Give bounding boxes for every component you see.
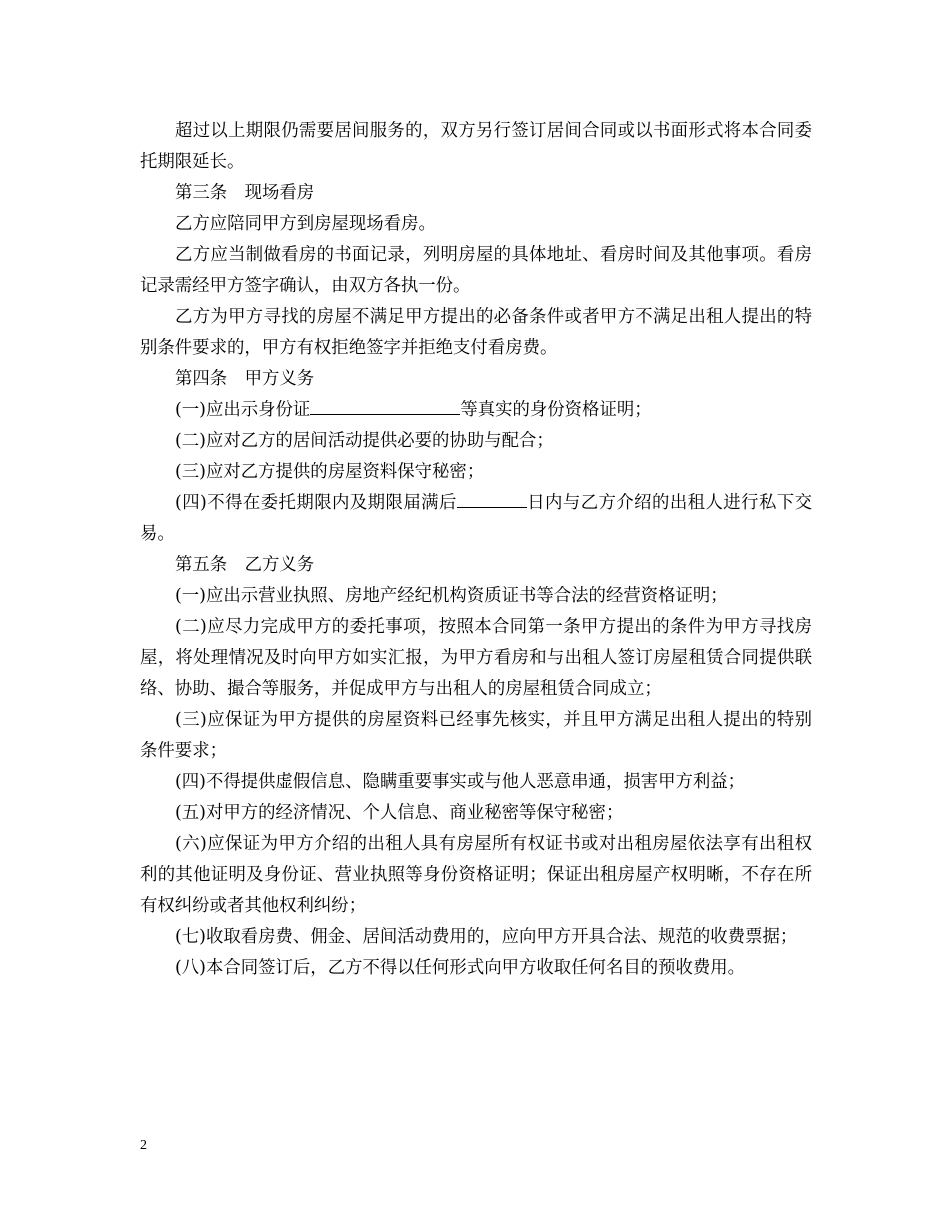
clause: (一)应出示营业执照、房地产经纪机构资质证书等合法的经营资格证明； xyxy=(175,586,728,606)
section-heading-5: 第五条 乙方义务 xyxy=(175,555,315,575)
paragraph-extension: 超过以上期限仍需要居间服务的，双方另行签订居间合同或以书面形式将本合同委托期限延长。 xyxy=(140,121,812,172)
fill-in-blank xyxy=(457,489,527,508)
fill-in-blank xyxy=(310,396,460,415)
clause: (七)收取看房费、佣金、居间活动费用的，应向甲方开具合法、规范的收费票据； xyxy=(175,927,798,947)
clause-text: 等真实的身份资格证明； xyxy=(460,400,652,420)
clause: (二)应尽力完成甲方的委托事项，按照本合同第一条甲方提出的条件为甲方寻找房屋，将处理情况及时向甲方如实汇报，为甲方看房和与出租人签订房屋租赁合同提供联络、协助、撮合等服务，并促成甲方与出租人的房屋租赁合同成立； xyxy=(140,617,812,699)
section-heading-3: 第三条 现场看房 xyxy=(175,183,315,203)
clause-with-blank xyxy=(140,395,812,426)
clause-text: (四)不得在委托期限内及期限届满后 xyxy=(175,493,457,513)
clause-text: (一)应出示身份证 xyxy=(175,400,311,420)
clause: (八)本合同签订后，乙方不得以任何形式向甲方收取任何名目的预收费用。 xyxy=(175,958,746,978)
clause: (三)应对乙方提供的房屋资料保守秘密； xyxy=(175,462,485,482)
paragraph: 乙方应陪同甲方到房屋现场看房。 xyxy=(175,214,436,234)
clause-text: 日内与乙方介绍的出租人进行私下交易。 xyxy=(140,493,812,544)
document-body xyxy=(140,116,812,984)
clause-with-blank xyxy=(140,488,812,550)
clause: (五)对甲方的经济情况、个人信息、商业秘密等保守秘密； xyxy=(175,803,624,823)
page-number: 2 xyxy=(140,1138,147,1153)
paragraph: 乙方应当制做看房的书面记录，列明房屋的具体地址、看房时间及其他事项。看房记录需经甲方签字确认，由双方各执一份。 xyxy=(140,245,812,296)
clause: (三)应保证为甲方提供的房屋资料已经事先核实，并且甲方满足出租人提出的特别条件要求； xyxy=(140,710,812,761)
clause: (二)应对乙方的居间活动提供必要的协助与配合； xyxy=(175,431,554,451)
paragraph: 乙方为甲方寻找的房屋不满足甲方提出的必备条件或者甲方不满足出租人提出的特别条件要求的，甲方有权拒绝签字并拒绝支付看房费。 xyxy=(140,307,812,358)
clause: (四)不得提供虚假信息、隐瞒重要事实或与他人恶意串通，损害甲方利益； xyxy=(175,772,746,792)
section-heading-4: 第四条 甲方义务 xyxy=(175,369,315,389)
clause: (六)应保证为甲方介绍的出租人具有房屋所有权证书或对出租房屋依法享有出租权利的其他证明及身份证、营业执照等身份资格证明；保证出租房屋产权明晰，不存在所有权纠纷或者其他权利纠纷； xyxy=(140,834,812,916)
